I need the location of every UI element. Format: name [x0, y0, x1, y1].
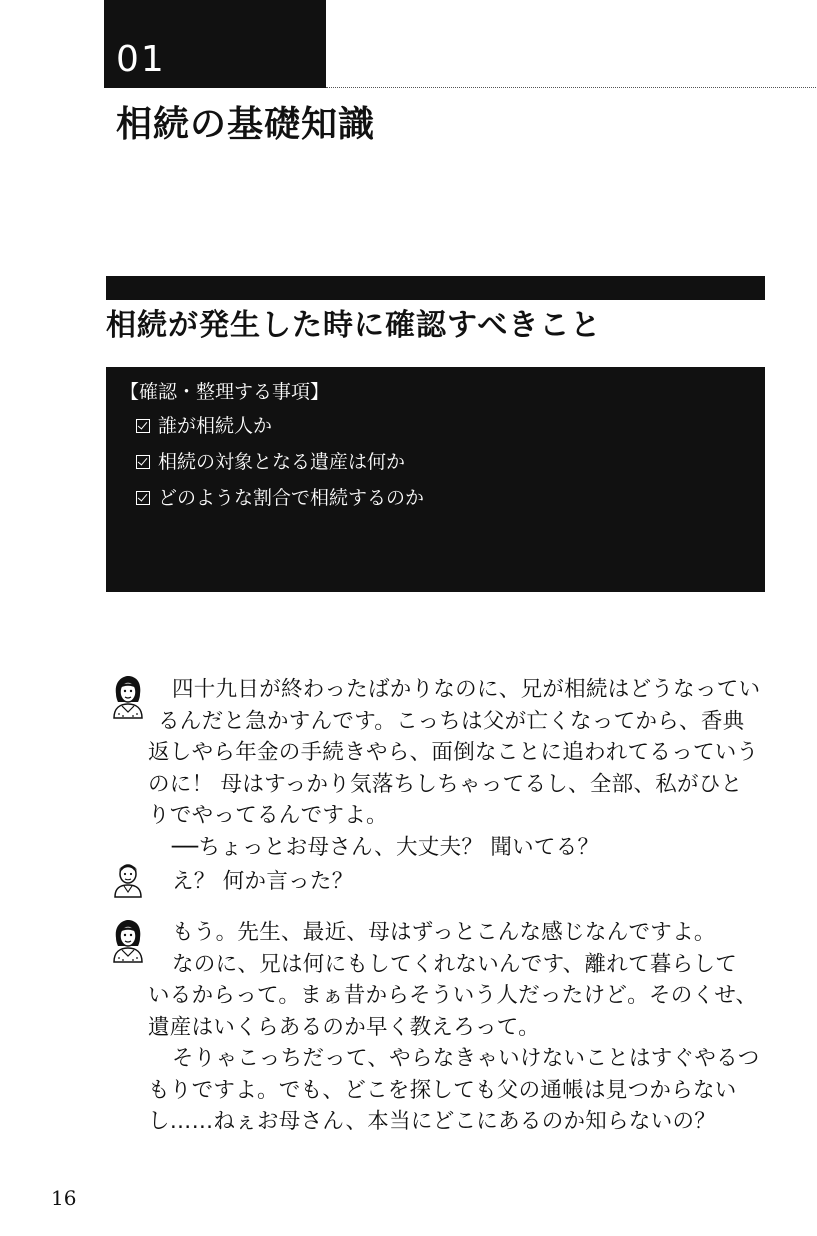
checklist-item	[136, 447, 405, 477]
checklist-panel	[106, 367, 765, 592]
checkbox-icon	[136, 419, 150, 433]
dialogue-line: もう。先生、最近、母はずっとこんな感じなんですよ。	[172, 920, 716, 945]
chapter-number: 01	[116, 39, 166, 80]
checklist-item	[136, 483, 424, 513]
dialogue-mother	[172, 866, 572, 898]
dialogue-line: 返しやら年金の手続きやら、面倒なことに追われてるっていう	[148, 740, 759, 765]
section-bar	[106, 276, 765, 300]
checklist-item-label: どのような割合で相続するのか	[158, 487, 425, 509]
dialogue-daughter-2	[106, 917, 770, 1138]
dialogue-line: りでやってるんですよ。	[148, 803, 388, 828]
dialogue-daughter-1	[106, 674, 770, 863]
dialogue-line: そりゃこっちだって、やらなきゃいけないことはすぐやるつ	[172, 1046, 760, 1071]
section-title: 相続が発生した時に確認すべきこと	[106, 308, 602, 343]
dialogue-line: なのに、兄は何にもしてくれないんです、離れて暮らして	[172, 951, 738, 977]
checklist-item-label: 相続の対象となる遺産は何か	[158, 451, 406, 473]
mother-avatar-icon	[110, 858, 146, 898]
chapter-title: 相続の基礎知識	[116, 104, 376, 145]
dialogue-line: もりですよ。でも、どこを探しても父の通帳は見つからない	[148, 1077, 737, 1103]
dialogue-line: のに！ 母はすっかり気落ちしちゃってるし、全部、私がひと	[148, 771, 743, 797]
chapter-divider	[326, 87, 816, 88]
dialogue-line: いるからって。まぁ昔からそういう人だったけど。そのくせ、	[148, 983, 758, 1008]
page-number: 16	[51, 1186, 77, 1210]
checkbox-icon	[136, 455, 150, 469]
checkbox-icon	[136, 491, 150, 505]
checklist-heading: 【確認・整理する事項】	[120, 381, 330, 403]
dialogue-line: ──ちょっとお母さん、大丈夫？ 聞いてる？	[172, 834, 600, 860]
dialogue-line: 遺産はいくらあるのか早く教えろって。	[148, 1014, 540, 1040]
dialogue-line: え？ 何か言った？	[172, 869, 354, 894]
dialogue-line: し……ねぇお母さん、本当にどこにあるのか知らないの？	[148, 1109, 717, 1134]
dialogue-line: 四十九日が終わったばかりなのに、兄が相続はどうなってい	[172, 677, 761, 702]
checklist-item-label: 誰が相続人か	[158, 415, 273, 437]
checklist-item	[136, 411, 272, 441]
dialogue-line: るんだと急かすんです。こっちは父が亡くなってから、香典	[158, 708, 745, 734]
